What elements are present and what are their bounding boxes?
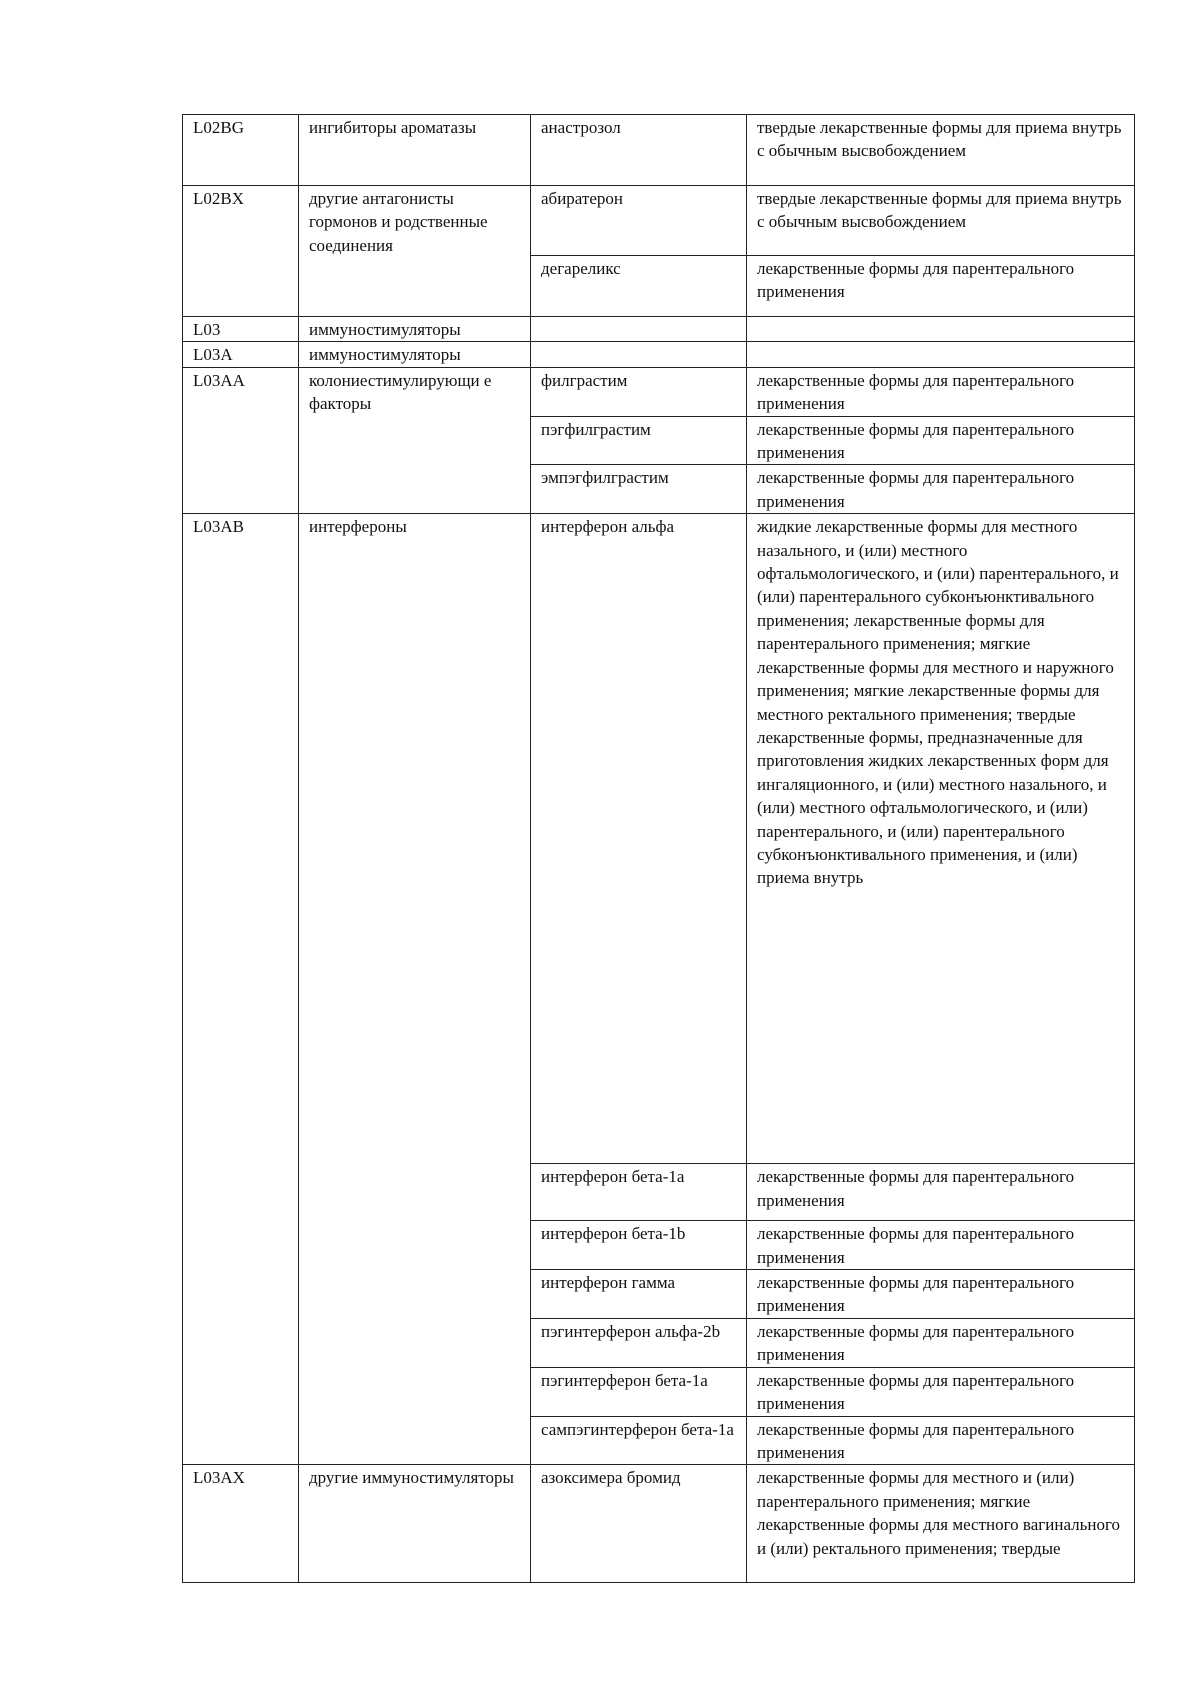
drug-name-cell: филграстим [531,367,747,416]
group-name-cell: ингибиторы ароматазы [299,115,531,186]
drug-name-cell: дегареликс [531,256,747,317]
drug-name-cell: интерферон альфа [531,514,747,1164]
dosage-form-cell: жидкие лекарственные формы для местного назального, и (или) местного офтальмологического, и (или) парентерального, и (или) парентерального субконъюнктивального применения; лекарственные формы для парентерального применения; мягкие лекарственные формы для местного и наружного применения; мягкие лекарственные формы для местного ректального применения; твердые лекарственные формы, предназначенные для приготовления жидких лекарственных форм для ингаляционного, и (или) местного назального, и (или) местного офтальмологического, и (или) парентерального, и (или) парентерального субконъюнктивального применения, и (или) приема внутрь [747,514,1135,1164]
dosage-form-cell: твердые лекарственные формы для приема внутрь с обычным высвобождением [747,186,1135,256]
atc-code-cell: L02BX [183,186,299,317]
drug-name-cell: пэгфилграстим [531,416,747,465]
dosage-form-cell: лекарственные формы для парентерального применения [747,1270,1135,1319]
group-name-cell: другие иммуностимуляторы [299,1465,531,1583]
dosage-form-cell: твердые лекарственные формы для приема внутрь с обычным высвобождением [747,115,1135,186]
atc-code-cell: L02BG [183,115,299,186]
drug-name-cell [531,317,747,342]
table-row [183,1465,1135,1583]
drug-name-cell: сампэгинтерферон бета-1a [531,1416,747,1465]
group-name-cell: другие антагонисты гормонов и родственные соединения [299,186,531,317]
drug-name-cell: азоксимера бромид [531,1465,747,1583]
dosage-form-cell: лекарственные формы для парентерального применения [747,1221,1135,1270]
drug-name-cell: интерферон бета-1b [531,1221,747,1270]
drug-name-cell: интерферон бета-1a [531,1164,747,1221]
table-row [183,367,1135,416]
group-name-cell: интерфероны [299,514,531,1465]
atc-code-cell: L03 [183,317,299,342]
atc-code-cell: L03AX [183,1465,299,1583]
atc-code-cell: L03AB [183,514,299,1465]
drug-name-cell: абиратерон [531,186,747,256]
dosage-form-cell: лекарственные формы для парентерального применения [747,1318,1135,1367]
dosage-form-cell: лекарственные формы для парентерального применения [747,416,1135,465]
table-row [183,342,1135,367]
drug-name-cell: пэгинтерферон бета-1a [531,1367,747,1416]
drug-name-cell [531,342,747,367]
drug-name-cell: пэгинтерферон альфа-2b [531,1318,747,1367]
table-row [183,115,1135,186]
table-row [183,317,1135,342]
group-name-cell: иммуностимуляторы [299,342,531,367]
atc-drug-table [182,114,1135,1583]
group-name-cell: колониестимулирующи е факторы [299,367,531,513]
dosage-form-cell: лекарственные формы для местного и (или) парентерального применения; мягкие лекарственные формы для местного вагинального и (или) ректального применения; твердые [747,1465,1135,1583]
dosage-form-cell: лекарственные формы для парентерального применения [747,1416,1135,1465]
group-name-cell: иммуностимуляторы [299,317,531,342]
table-row [183,186,1135,256]
dosage-form-cell: лекарственные формы для парентерального применения [747,256,1135,317]
dosage-form-cell [747,342,1135,367]
dosage-form-cell: лекарственные формы для парентерального применения [747,367,1135,416]
dosage-form-cell: лекарственные формы для парентерального применения [747,1164,1135,1221]
dosage-form-cell: лекарственные формы для парентерального применения [747,1367,1135,1416]
dosage-form-cell: лекарственные формы для парентерального применения [747,465,1135,514]
table-row [183,514,1135,1164]
drug-name-cell: эмпэгфилграстим [531,465,747,514]
dosage-form-cell [747,317,1135,342]
atc-code-cell: L03A [183,342,299,367]
drug-name-cell: анастрозол [531,115,747,186]
atc-code-cell: L03AA [183,367,299,513]
drug-name-cell: интерферон гамма [531,1270,747,1319]
